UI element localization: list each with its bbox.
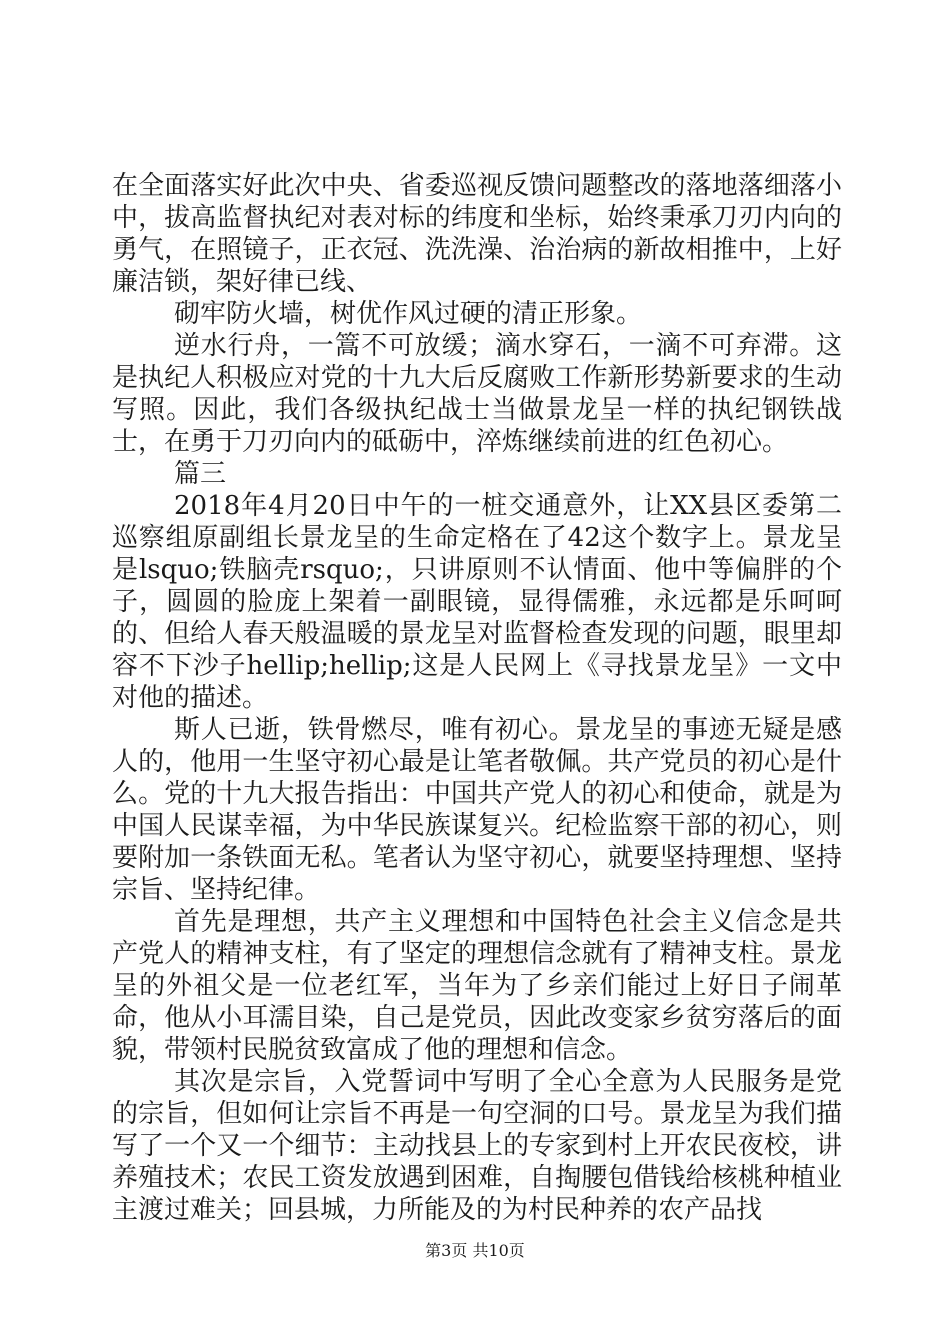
document-body bbox=[112, 170, 842, 1226]
paragraph-7: 首先是理想，共产主义理想和中国特色社会主义信念是共产党人的精神支柱，有了坚定的理想信念就有了精神支柱。景龙呈的外祖父是一位老红军，当年为了乡亲们能过上好日子闹革命，他从小耳濡目染，自己是党员，因此改变家乡贫穷落后的面貌，带领村民脱贫致富成了他的理想和信念。 bbox=[112, 907, 842, 1065]
section-heading: 篇三 bbox=[174, 459, 227, 489]
paragraph-1: 在全面落实好此次中央、省委巡视反馈问题整改的落地落细落小中，拔高监督执纪对表对标的纬度和坐标，始终秉承刀刃内向的勇气，在照镜子，正衣冠、洗洗澡、治治病的新故相推中，上好廉洁锁，架好律已线、 bbox=[112, 171, 842, 297]
paragraph-2: 砌牢防火墙，树优作风过硬的清正形象。 bbox=[174, 299, 643, 329]
paragraph-8: 其次是宗旨，入党誓词中写明了全心全意为人民服务是党的宗旨，但如何让宗旨不再是一句空洞的口号。景龙呈为我们描写了一个又一个细节：主动找县上的专家到村上开农民夜校，讲养殖技术；农民工资发放遇到困难，自掏腰包借钱给核桃种植业主渡过难关；回县城，力所能及的为村民种养的农产品找 bbox=[112, 1067, 842, 1225]
paragraph-5: 2018年4月20日中午的一桩交通意外，让XX县区委第二巡察组原副组长景龙呈的生命定格在了42这个数字上。景龙呈是lsquo;铁脑壳rsquo;，只讲原则不认情面、他中等偏胖的个子，圆圆的脸庞上架着一副眼镜，显得儒雅，永远都是乐呵呵的、但给人春天般温暖的景龙呈对监督检查发现的问题，眼里却容不下沙子hellip;hellip;这是人民网上《寻找景龙呈》一文中对他的描述。 bbox=[112, 491, 842, 713]
paragraph-3: 逆水行舟，一篙不可放缓；滴水穿石，一滴不可弃滞。这是执纪人积极应对党的十九大后反腐败工作新形势新要求的生动写照。因此，我们各级执纪战士当做景龙呈一样的执纪钢铁战士，在勇于刀刃向内的砥砺中，淬炼继续前进的红色初心。 bbox=[112, 331, 842, 457]
paragraph-6: 斯人已逝，铁骨燃尽，唯有初心。景龙呈的事迹无疑是感人的，他用一生坚守初心最是让笔者敬佩。共产党员的初心是什么。党的十九大报告指出：中国共产党人的初心和使命，就是为中国人民谋幸福，为中华民族谋复兴。纪检监察干部的初心，则要附加一条铁面无私。笔者认为坚守初心，就要坚持理想、坚持宗旨、坚持纪律。 bbox=[112, 715, 842, 905]
page-footer: 第3页 共10页 bbox=[425, 1241, 525, 1260]
